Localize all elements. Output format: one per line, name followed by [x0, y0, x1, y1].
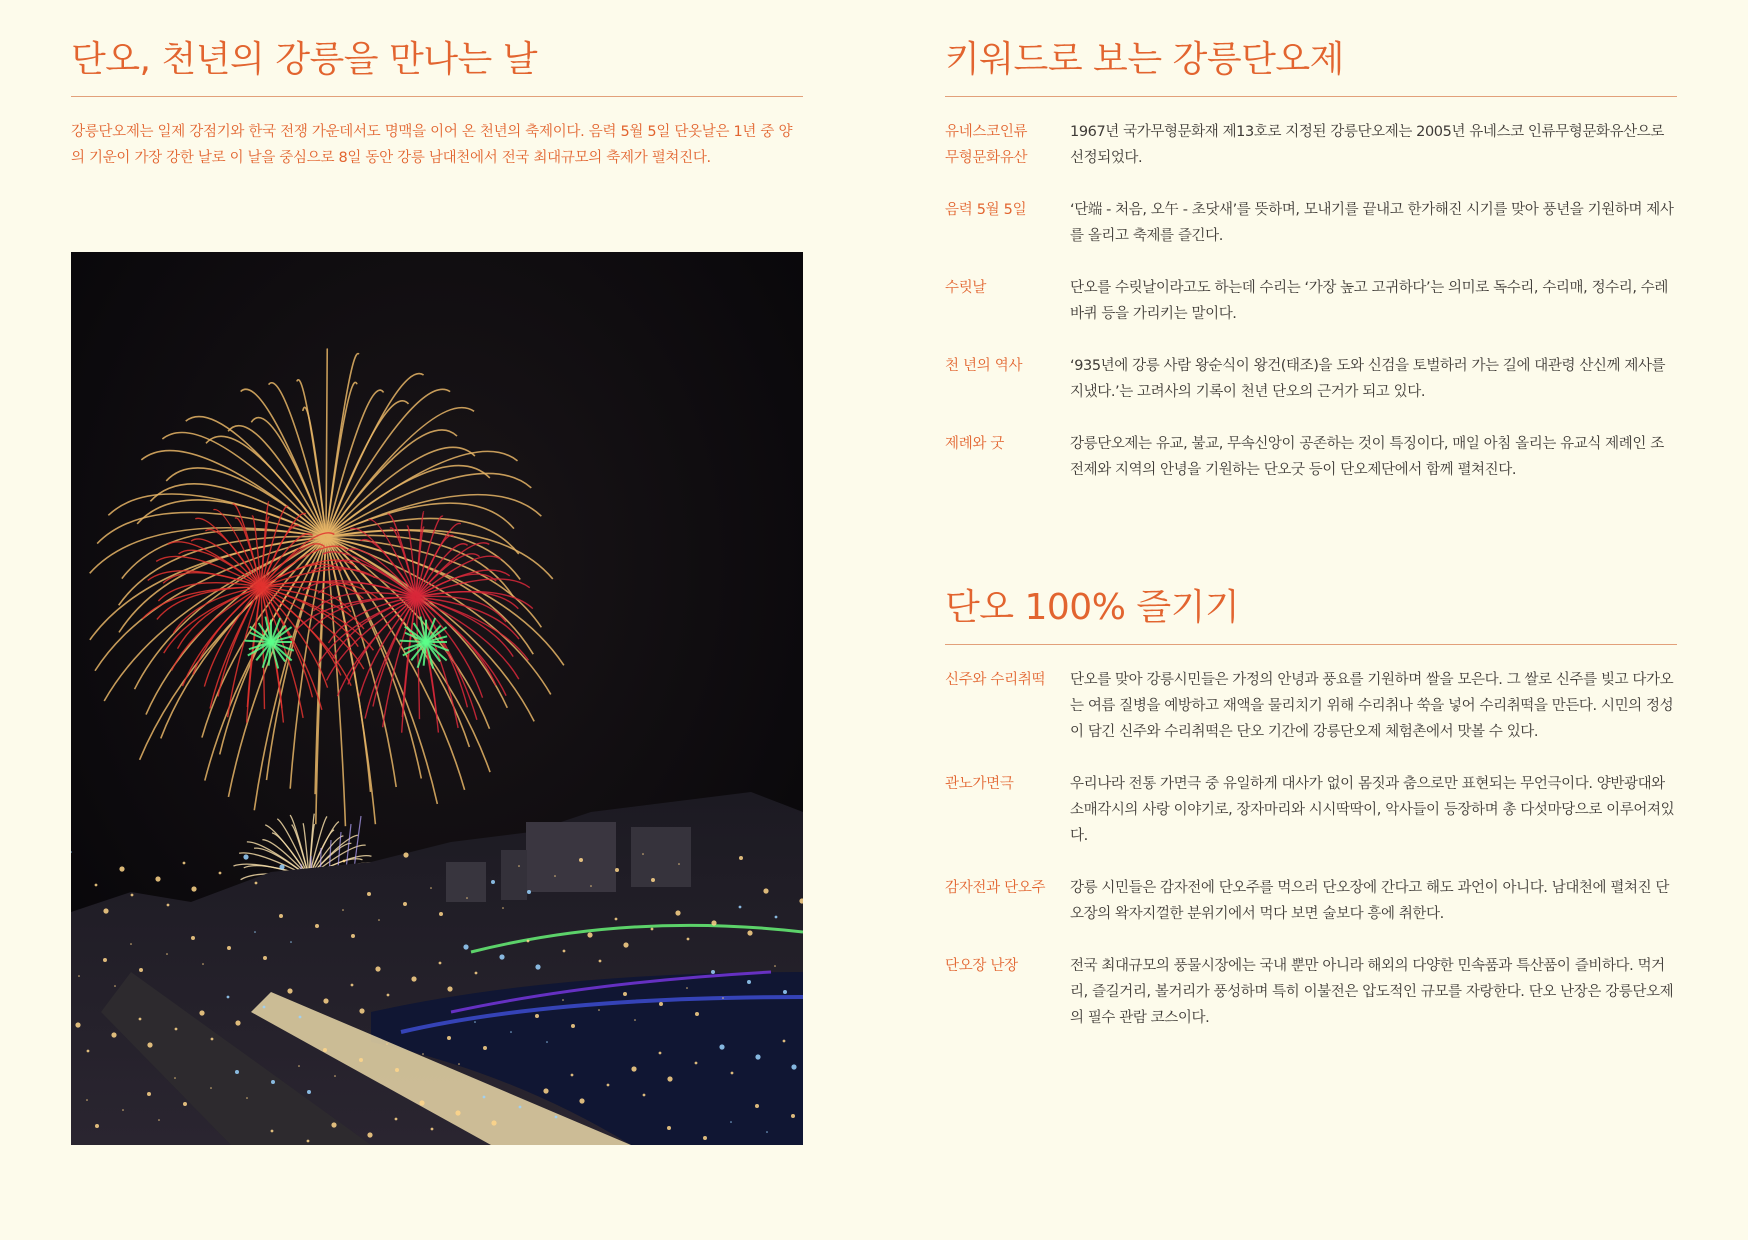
item-term: 제례와 굿 — [945, 436, 1005, 452]
list-item — [945, 119, 1677, 171]
item-description: 우리나라 전통 가면극 중 유일하게 대사가 없이 몸짓과 춤으로만 표현되는 무언극이다. 양반광대와 소매각시의 사랑 이야기로, 장자마리와 시시딱딱이, 악사들이 등장하며 총 다섯마당으로 이루어져있다. — [1070, 776, 1675, 844]
item-description: 단오를 수릿날이라고도 하는데 수리는 ‘가장 높고 고귀하다’는 의미로 독수리, 수리매, 정수리, 수레바퀴 등을 가리키는 말이다. — [1070, 280, 1669, 322]
enjoy-list — [945, 667, 1677, 1031]
item-description: 전국 최대규모의 풍물시장에는 국내 뿐만 아니라 해외의 다양한 민속품과 특산품이 즐비하다. 먹거리, 즐길거리, 볼거리가 풍성하며 특히 이불전은 압도적인 규모를 자랑한다. 단오 난장은 강릉단오제의 필수 관람 코스이다. — [1070, 958, 1674, 1026]
list-item — [945, 875, 1677, 927]
item-term: 천 년의 역사 — [945, 358, 1023, 374]
item-description: 1967년 국가무형문화재 제13호로 지정된 강릉단오제는 2005년 유네스코 인류무형문화유산으로 선정되었다. — [1070, 124, 1664, 166]
list-item — [945, 275, 1677, 327]
fireworks-photo — [71, 252, 803, 1145]
item-term: 감자전과 단오주 — [945, 880, 1046, 896]
intro-title: 단오, 천년의 강릉을 만나는 날 — [71, 39, 538, 80]
item-term: 수릿날 — [945, 280, 987, 296]
fireworks-illustration — [71, 252, 803, 1145]
list-item — [945, 667, 1677, 745]
keywords-divider — [945, 96, 1677, 97]
item-description: 강릉 시민들은 감자전에 단오주를 먹으러 단오장에 간다고 해도 과언이 아니다. 남대천에 펼쳐진 단오장의 왁자지껄한 분위기에서 먹다 보면 술보다 흥에 취한다. — [1070, 880, 1669, 922]
item-description: ‘935년에 강릉 사람 왕순식이 왕건(태조)을 도와 신검을 토벌하러 가는 길에 대관령 산신께 제사를 지냈다.’는 고려사의 기록이 천년 단오의 근거가 되고 있다. — [1070, 358, 1666, 400]
enjoy-title: 단오 100% 즐기기 — [945, 587, 1240, 628]
enjoy-divider — [945, 644, 1677, 645]
list-item — [945, 353, 1677, 405]
item-term: 유네스코인류 무형문화유산 — [945, 124, 1028, 166]
keywords-section — [945, 30, 1677, 509]
item-term: 단오장 난장 — [945, 958, 1018, 974]
item-term: 음력 5월 5일 — [945, 202, 1027, 218]
list-item — [945, 197, 1677, 249]
item-term: 관노가면극 — [945, 776, 1014, 792]
keywords-title: 키워드로 보는 강릉단오제 — [945, 39, 1344, 80]
list-item — [945, 771, 1677, 849]
list-item — [945, 431, 1677, 483]
item-term: 신주와 수리취떡 — [945, 672, 1046, 688]
item-description: ‘단端 - 처음, 오午 - 초닷새’를 뜻하며, 모내기를 끝내고 한가해진 시기를 맞아 풍년을 기원하며 제사를 올리고 축제를 즐긴다. — [1070, 202, 1674, 244]
keywords-list — [945, 119, 1677, 483]
enjoy-section — [945, 578, 1677, 1057]
list-item — [945, 953, 1677, 1031]
item-description: 강릉단오제는 유교, 불교, 무속신앙이 공존하는 것이 특징이다, 매일 아침 올리는 유교식 제례인 조전제와 지역의 안녕을 기원하는 단오굿 등이 단오제단에서 함께 펼쳐진다. — [1070, 436, 1664, 478]
item-description: 단오를 맞아 강릉시민들은 가정의 안녕과 풍요를 기원하며 쌀을 모은다. 그 쌀로 신주를 빚고 다가오는 여름 질병을 예방하고 재액을 물리치기 위해 수리취나 쑥을 넣어 수리취떡을 만든다. 시민의 정성이 담긴 신주와 수리취떡은 단오 기간에 강릉단오제 체험촌에서 맛볼 수 있다. — [1070, 672, 1674, 740]
intro-section — [71, 30, 803, 171]
title-divider — [71, 96, 803, 97]
intro-paragraph: 강릉단오제는 일제 강점기와 한국 전쟁 가운데서도 명맥을 이어 온 천년의 축제이다. 음력 5월 5일 단옷날은 1년 중 양의 기운이 가장 강한 날로 이 날을 중심으로 8일 동안 강릉 남대천에서 전국 최대규모의 축제가 펼쳐진다. — [71, 124, 793, 166]
